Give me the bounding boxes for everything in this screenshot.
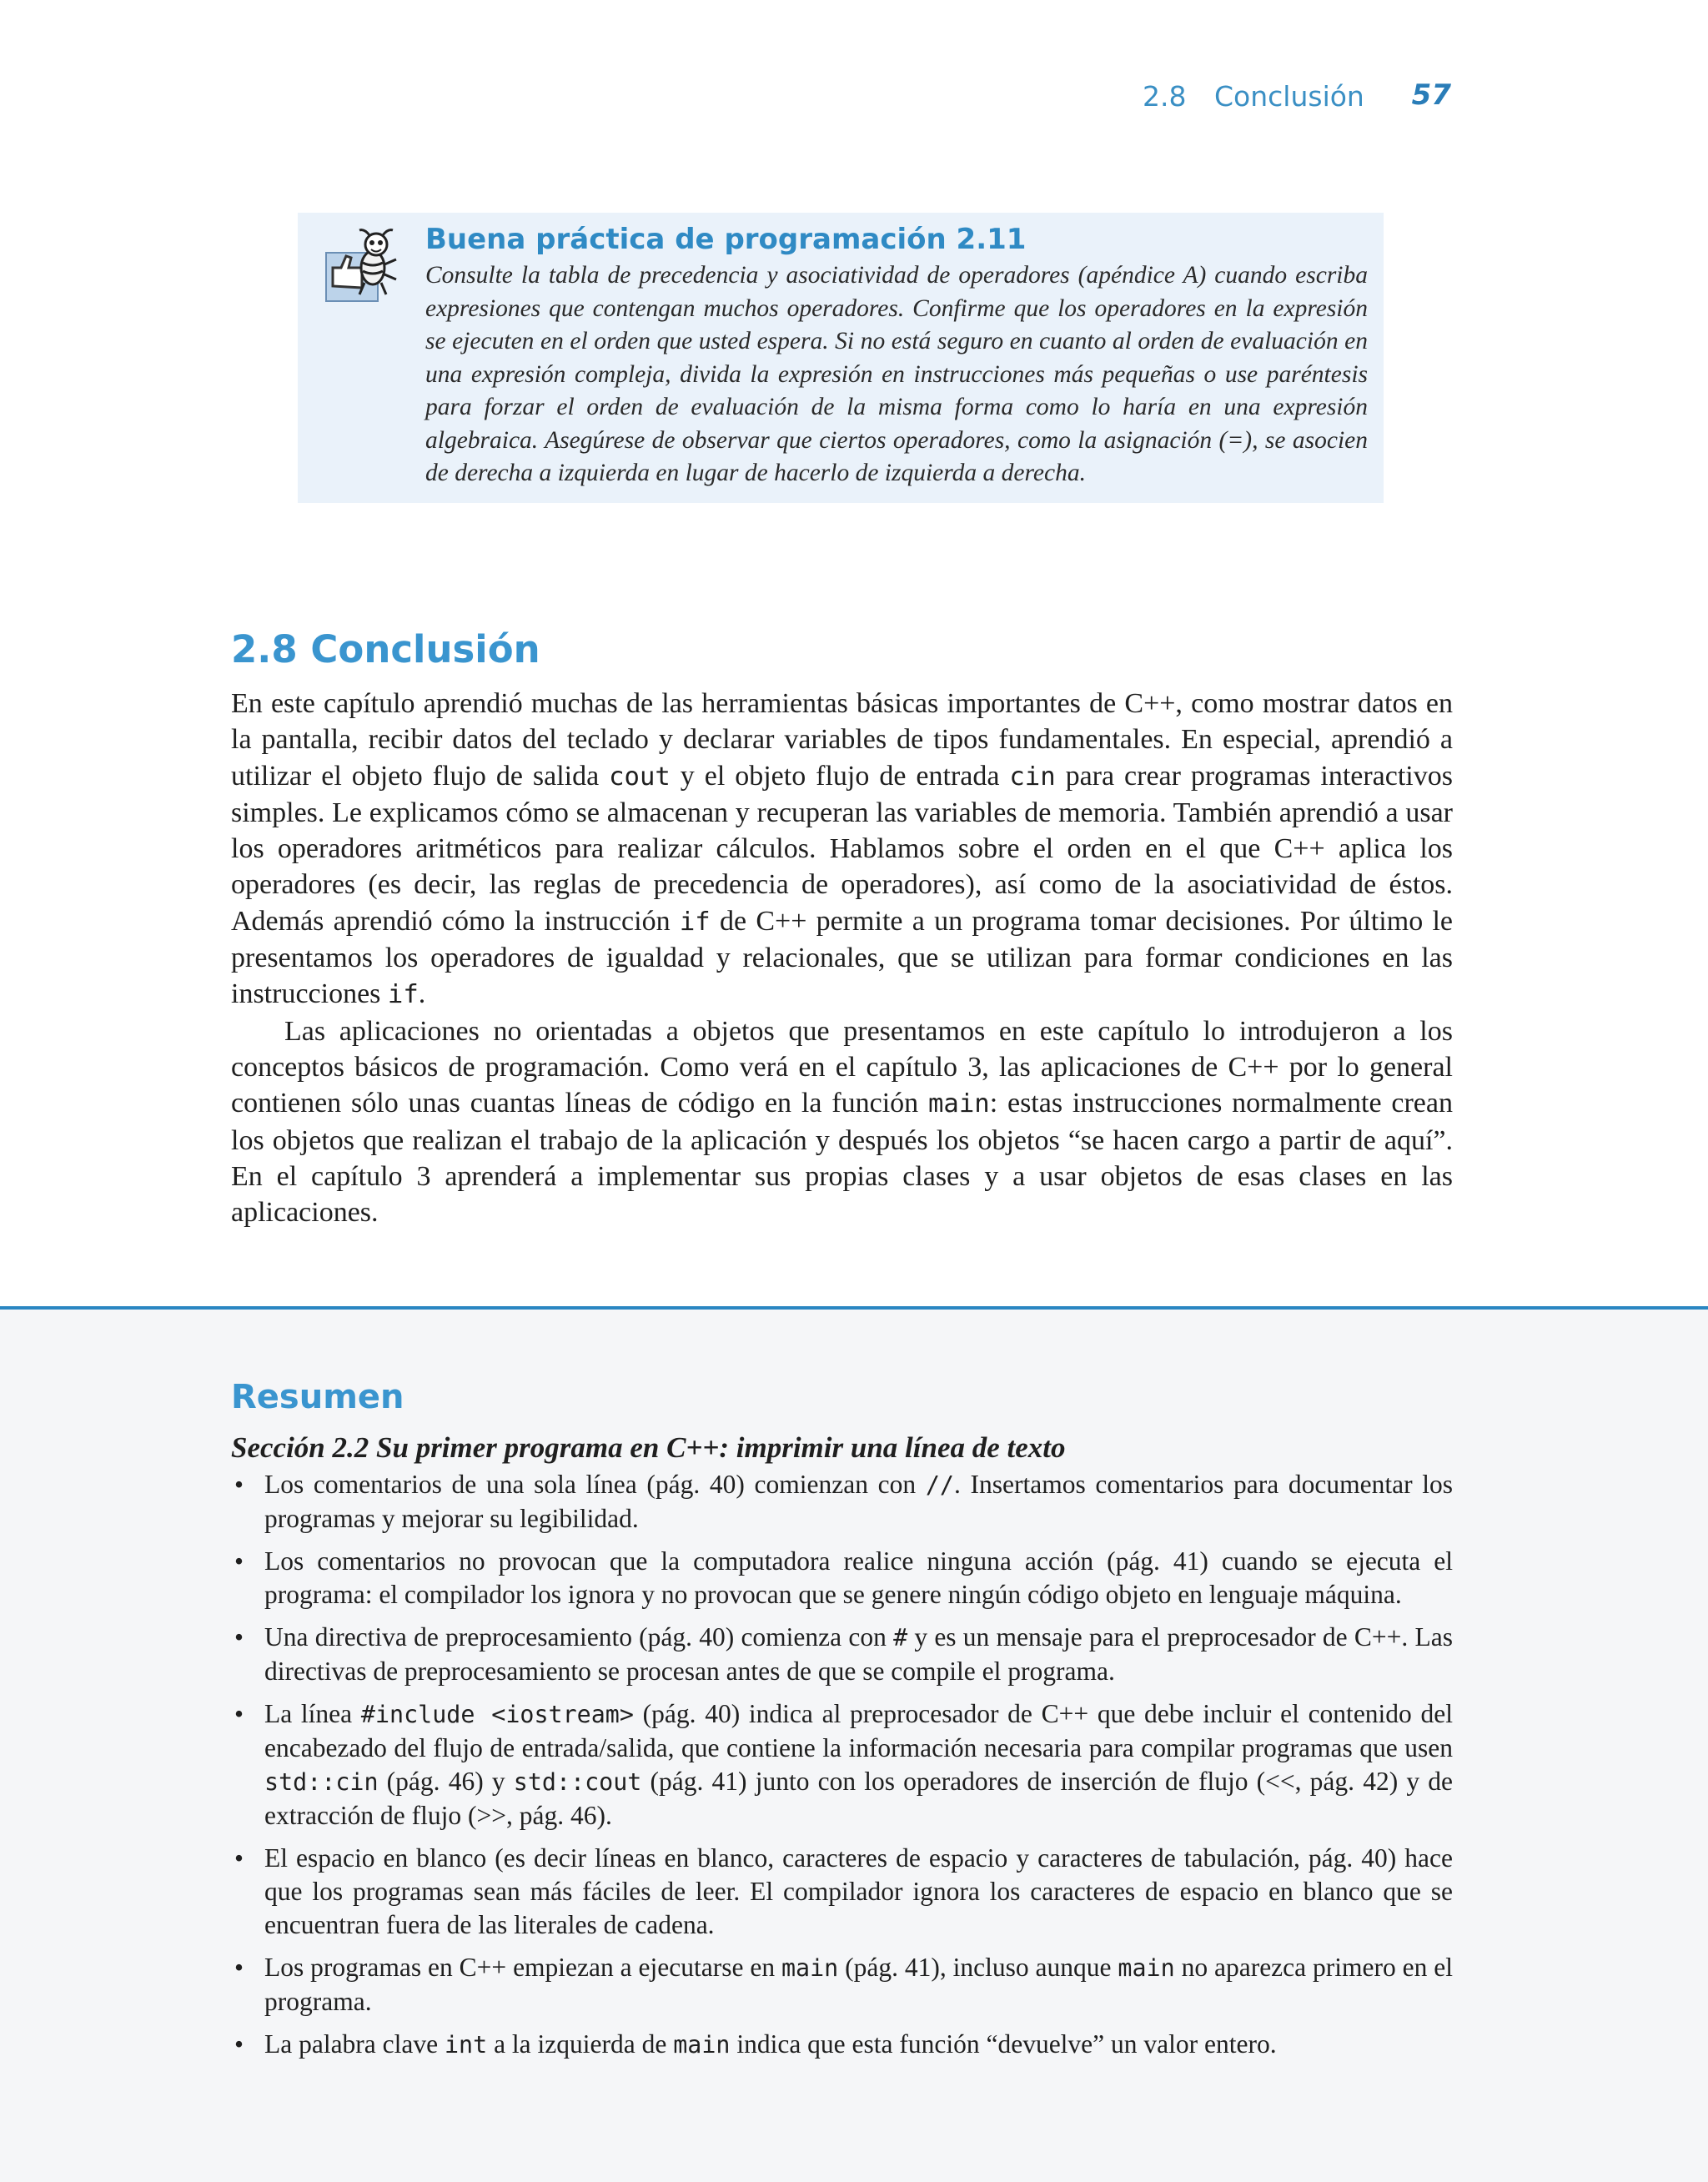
section-heading: 2.8 Conclusión: [231, 627, 540, 671]
inline-code: main: [928, 1089, 990, 1119]
text-run: Los comentarios de una sola línea (pág. 40) comienzan con: [264, 1470, 926, 1499]
text-run: Las aplicaciones no orientadas a objetos que presentamos en este capítulo lo introdujeron a los conceptos básicos de programación. Como verá en el capítulo 3, las aplicaciones de C++ por lo general contienen sólo unas cuantas líneas de código en la función: [231, 1015, 1453, 1119]
inline-code: main: [781, 1954, 839, 1982]
list-item: [231, 1842, 1453, 1942]
inline-code: #: [893, 1624, 908, 1652]
list-item: [231, 1951, 1453, 2019]
inline-code: main: [1118, 1954, 1175, 1982]
tip-text: Consulte la tabla de precedencia y asociatividad de operadores (apéndice A) cuando escriba expresiones que contengan muchos operadores. Confirme que los operadores en la expresión se ejecuten en el orden que usted espera. Si no está seguro en cuanto al orden de evaluación en una expresión compleja, divida la expresión en instrucciones más pequeñas o use paréntesis para forzar el orden de evaluación de la misma forma como lo haría en una expresión algebraica. Asegúrese de observar que ciertos operadores, como la asignación (=), se asocien de derecha a izquierda en lugar de hacerlo de izquierda a derecha.: [425, 262, 1368, 486]
inline-code: main: [673, 2031, 731, 2059]
list-item: [231, 1697, 1453, 1833]
text-run: Los comentarios no provocan que la computadora realice ninguna acción (pág. 41) cuando se ejecuta el programa: el compilador los ignora y no provocan que se genere ningún código objeto en lenguaje máquina.: [264, 1546, 1453, 1609]
text-run: y es un mensaje para el preprocesador de C++. Las directivas de preprocesamiento se procesan antes de que se compile el programa.: [264, 1622, 1453, 1686]
summary-heading: Resumen: [231, 1378, 404, 1416]
inline-code: if: [679, 907, 711, 937]
text-run: (pág. 41) junto con los operadores de inserción de flujo (<<, pág. 42) y de extracción de flujo (>>, pág. 46).: [264, 1767, 1453, 1830]
text-run: y el objeto flujo de entrada: [670, 760, 1010, 792]
text-run: El espacio en blanco (es decir líneas en blanco, caracteres de espacio y caracteres de tabulación, pág. 40) hace que los programas sean más fáciles de leer. El compilador ignora los caracteres de espacio en blanco que se encuentran fuera de las literales de cadena.: [264, 1843, 1453, 1939]
list-item: [231, 1468, 1453, 1536]
bullet: •: [234, 1953, 244, 1982]
text-run: La línea: [264, 1699, 361, 1728]
bullet: •: [234, 1546, 244, 1576]
bug-thumbs-up-icon: [324, 228, 401, 304]
list-item: [231, 1621, 1453, 1688]
paragraph: [231, 1013, 1453, 1231]
text-run: Los programas en C++ empiezan a ejecutarse en: [264, 1953, 781, 1982]
text-run: indica que esta función “devuelve” un valor entero.: [730, 2029, 1277, 2059]
text-run: no aparezca primero en el programa.: [264, 1953, 1453, 2016]
text-run: (pág. 46) y: [378, 1767, 514, 1796]
paragraph: [231, 686, 1453, 1013]
list-item: [231, 1545, 1453, 1611]
inline-code: #include <iostream>: [360, 1701, 634, 1728]
bullet: •: [234, 1622, 244, 1652]
text-run: Una directiva de preprocesamiento (pág. 40) comienza con: [264, 1622, 894, 1652]
list-item: [231, 2028, 1453, 2062]
inline-code: int: [444, 2031, 488, 2059]
text-run: para crear programas interactivos simples. Le explicamos cómo se almacenan y recuperan las variables de memoria. También aprendió a usar los operadores aritméticos para realizar cálculos. Hablamos sobre el orden en el que C++ aplica los operadores (es decir, las reglas de precedencia de operadores), así como de la asociatividad de éstos. Además aprendió cómo la instrucción: [231, 760, 1453, 937]
header-section-title: Conclusión: [1214, 80, 1364, 113]
inline-code: cin: [1009, 762, 1056, 792]
running-header: [1143, 80, 1451, 117]
text-run: (pág. 41), incluso aunque: [838, 1953, 1118, 1982]
inline-code: cout: [609, 762, 671, 792]
bullet: •: [234, 1470, 244, 1499]
inline-code: //: [925, 1471, 954, 1499]
tip-title: Buena práctica de programación 2.11: [425, 223, 1027, 256]
summary-list: [231, 1468, 1453, 2071]
bullet: •: [234, 1699, 244, 1728]
text-run: . Insertamos comentarios para documentar los programas y mejorar su legibilidad.: [264, 1470, 1453, 1533]
good-practice-tip-box: [298, 213, 1384, 503]
text-run: a la izquierda de: [487, 2029, 674, 2059]
text-run: (pág. 40) indica al preprocesador de C++ que debe incluir el contenido del encabezado del flujo de entrada/salida, que contiene la información necesaria para compilar programas que usen: [264, 1699, 1453, 1762]
text-run: .: [418, 978, 426, 1010]
text-run: : estas instrucciones normalmente crean los objetos que realizan el trabajo de la aplicación y después los objetos “se hacen cargo a partir de aquí”. En el capítulo 3 aprenderá a implementar sus propias clases y a usar objetos de esas clases en las aplicaciones.: [231, 1088, 1453, 1229]
inline-code: std::cout: [513, 1768, 642, 1796]
bullet: •: [234, 2029, 244, 2059]
summary-subheading: Sección 2.2 Su primer programa en C++: imprimir una línea de texto: [231, 1431, 1066, 1464]
text-run: En este capítulo aprendió muchas de las herramientas básicas importantes de C++, como mostrar datos en la pantalla, recibir datos del teclado y declarar variables de tipos fundamentales. En especial, aprendió a utilizar el objeto flujo de salida: [231, 688, 1453, 792]
text-run: de C++ permite a un programa tomar decisiones. Por último le presentamos los operadores de igualdad y relacionales, que se utilizan para formar condiciones en las instrucciones: [231, 905, 1454, 1010]
header-section-number: 2.8: [1143, 80, 1187, 113]
inline-code: std::cin: [264, 1768, 379, 1796]
section-body: [231, 686, 1453, 1230]
page-number: 57: [1411, 78, 1451, 112]
bullet: •: [234, 1843, 244, 1873]
inline-code: if: [387, 980, 419, 1010]
text-run: La palabra clave: [264, 2029, 445, 2059]
